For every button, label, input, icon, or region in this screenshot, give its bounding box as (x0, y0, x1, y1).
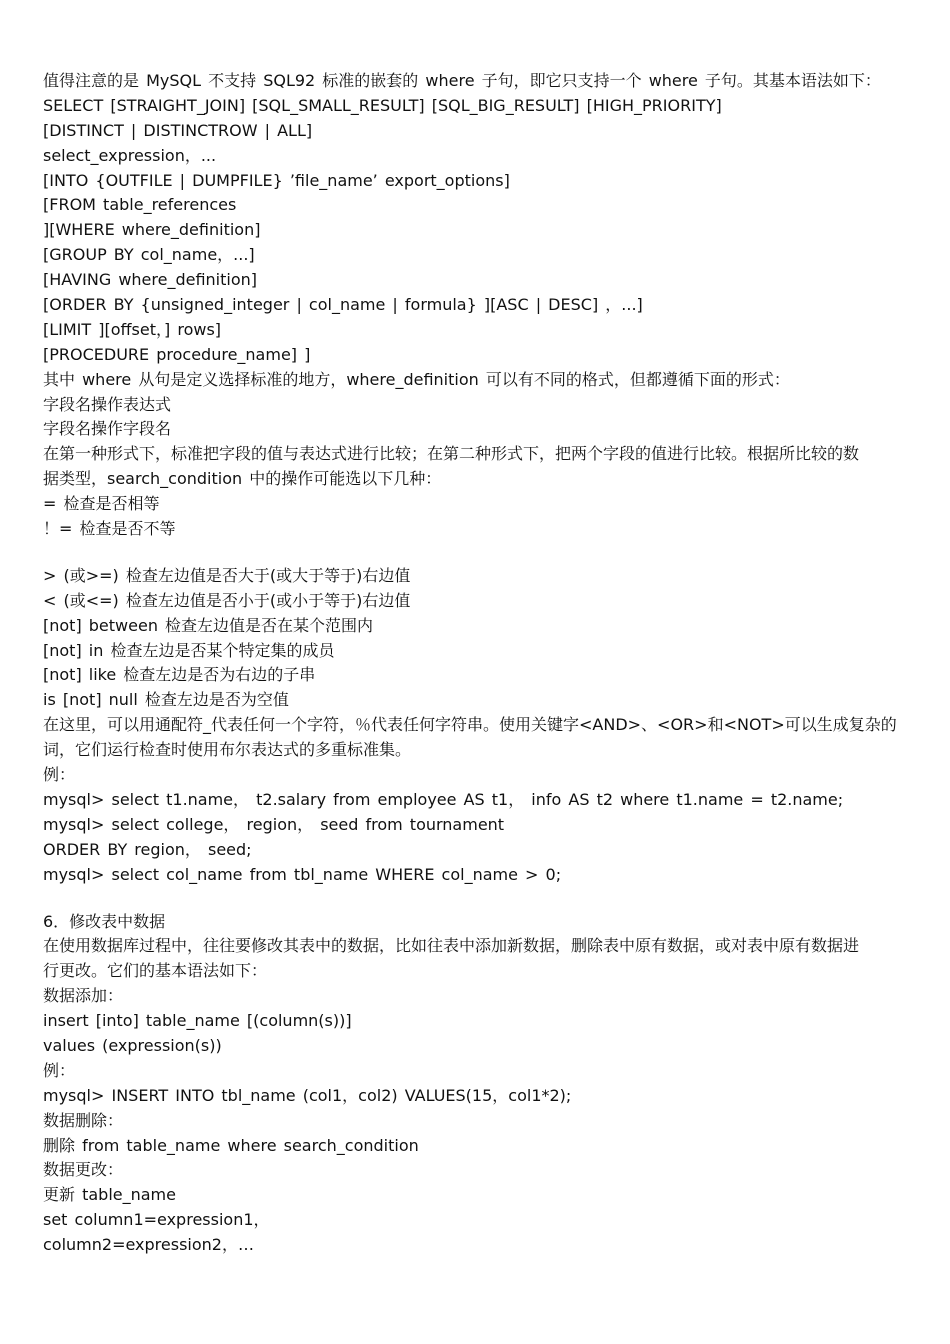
text-line: [DISTINCT | DISTINCTROW | ALL] (43, 120, 313, 140)
text-line: 行更改。它们的基本语法如下： (43, 961, 268, 981)
text-line: > (或>=) 检查左边值是否大于(或大于等于)右边值 (43, 565, 411, 585)
text-line: 数据更改： (43, 1160, 124, 1180)
text-line: 删除 from table_name where search_condition (43, 1135, 419, 1155)
text-line: [LIMIT ][offset，] rows] (43, 319, 222, 339)
text-line: mysql> INSERT INTO tbl_name (col1，col2) VALUES(15，col1*2); (43, 1085, 572, 1105)
text-line: 例： (43, 1060, 76, 1080)
text-line: [PROCEDURE procedure_name] ] (43, 344, 311, 364)
text-line: [GROUP BY col_name，...] (43, 245, 255, 265)
text-line: 其中 where 从句是定义选择标准的地方，where_definition 可以有不同的格式，但都遵循下面的形式： (43, 369, 790, 389)
text-line: column2=expression2，… (43, 1235, 254, 1255)
text-line: ！= 检查是否不等 (43, 519, 176, 539)
text-line: [FROM table_references (43, 195, 237, 215)
text-line: 数据删除： (43, 1110, 124, 1130)
text-line (43, 542, 913, 564)
text-line: ORDER BY region， seed; (43, 839, 252, 859)
text-line: ][WHERE where_definition] (43, 220, 261, 240)
text-line: mysql> select col_name from tbl_name WHERE col_name > 0; (43, 864, 562, 884)
text-line: [ORDER BY {unsigned_integer | col_name | formula} ][ASC | DESC] ，...] (43, 295, 643, 315)
document-body (43, 69, 913, 1258)
text-line: [HAVING where_definition] (43, 270, 258, 290)
text-line: SELECT [STRAIGHT_JOIN] [SQL_SMALL_RESULT] [SQL_BIG_RESULT] [HIGH_PRIORITY] (43, 95, 722, 115)
text-line: [not] between 检查左边值是否在某个范围内 (43, 615, 374, 635)
text-line: values (expression(s)) (43, 1035, 222, 1055)
text-line: mysql> select t1.name， t2.salary from employee AS t1， info AS t2 where t1.name = t2.name; (43, 789, 844, 809)
text-line: 字段名操作表达式 (43, 394, 172, 414)
text-line: 值得注意的是 MySQL 不支持 SQL92 标准的嵌套的 where 子句，即它只支持一个 where 子句。其基本语法如下： (43, 71, 881, 90)
text-line: 在第一种形式下，标准把字段的值与表达式进行比较；在第二种形式下，把两个字段的值进行比较。根据所比较的数 (43, 444, 860, 464)
text-line: is [not] null 检查左边是否为空值 (43, 690, 289, 710)
text-line: [not] like 检查左边是否为右边的子串 (43, 665, 316, 685)
text-line: 在使用数据库过程中，往往要修改其表中的数据，比如往表中添加新数据，删除表中原有数据，或对表中原有数据进 (43, 936, 860, 956)
text-line: mysql> select college， region， seed from tournament (43, 814, 505, 834)
text-line: set column1=expression1， (43, 1210, 270, 1230)
text-line: = 检查是否相等 (43, 494, 160, 514)
text-line: 更新 table_name (43, 1185, 176, 1205)
text-line: < (或<=) 检查左边值是否小于(或小于等于)右边值 (43, 590, 411, 610)
text-line: insert [into] table_name [(column(s))] (43, 1011, 352, 1031)
text-line: 词，它们运行检查时使用布尔表达式的多重标准集。 (43, 740, 412, 760)
text-line (43, 888, 913, 910)
text-line: 数据添加： (43, 986, 124, 1006)
text-line: [not] in 检查左边是否某个特定集的成员 (43, 640, 335, 660)
text-line: 据类型，search_condition 中的操作可能选以下几种： (43, 469, 442, 489)
text-line: [INTO {OUTFILE | DUMPFILE} ’file_name’ export_options] (43, 170, 510, 190)
text-line: 例： (43, 765, 76, 785)
text-line: 在这里，可以用通配符_代表任何一个字符，％代表任何字符串。使用关键字<AND>、<OR>和<NOT>可以生成复杂的 (43, 715, 897, 735)
text-line: 6．修改表中数据 (43, 911, 166, 931)
text-line: select_expression，... (43, 145, 217, 165)
text-line: 字段名操作字段名 (43, 419, 172, 439)
